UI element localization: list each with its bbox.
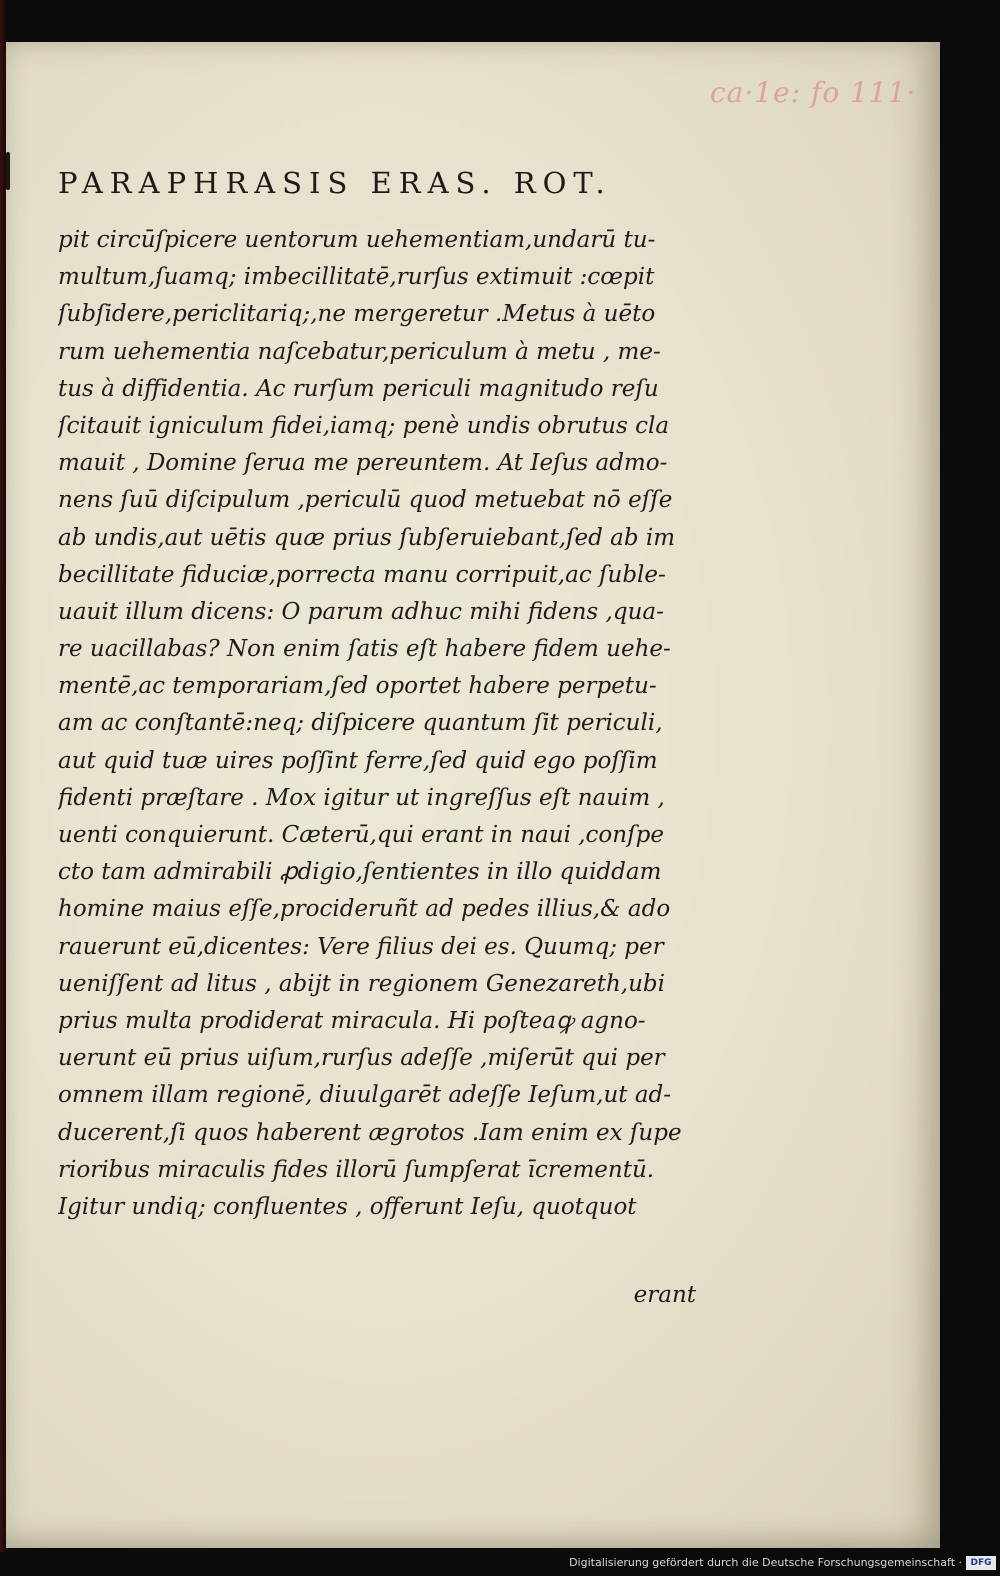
text-line: homine maius eſſe,procideruñt ad pedes illius,& ado bbox=[58, 896, 671, 923]
text-line: uauit illum dicens: O parum adhuc mihi fidens ,qua- bbox=[58, 598, 664, 625]
text-line: prius multa prodiderat miracula. Hi poſteaꝙ agno- bbox=[58, 1007, 646, 1034]
margin-mark bbox=[6, 152, 10, 190]
text-line: multum,ſuamq; imbecillitatē,rurſus extimuit :cœpit bbox=[58, 264, 655, 291]
running-head: PARAPHRASIS ERAS. ROT. bbox=[58, 166, 612, 200]
text-line: rauerunt eū,dicentes: Vere filius dei es. Quumq; per bbox=[58, 933, 664, 960]
text-line: ab undis,aut uētis quæ prius ſubſeruiebant,ſed ab im bbox=[58, 524, 676, 551]
text-line: Igitur undiq; confluentes , offerunt Ieſu, quotquot bbox=[58, 1193, 637, 1220]
text-line: uerunt eū prius uiſum,rurſus adeſſe ,miſerūt qui per bbox=[58, 1045, 665, 1072]
text-line: ſcitauit igniculum fidei,iamq; penè undis obrutus cla bbox=[58, 412, 670, 439]
text-line: tus à diffidentia. Ac rurſum periculi magnitudo reſu bbox=[58, 375, 659, 402]
folio-annotation: ca·1e: fo 111· bbox=[710, 76, 917, 109]
text-line: fidenti præſtare . Mox igitur ut ingreſſus eſt nauim , bbox=[58, 784, 665, 811]
text-line: rioribus miraculis fides illorū ſumpſerat īcrementū. bbox=[58, 1156, 655, 1183]
text-line: mauit , Domine ſerua me pereuntem. At Ieſus admo- bbox=[58, 450, 668, 477]
dfg-logo: DFG bbox=[966, 1556, 996, 1570]
text-line: cto tam admirabili ꝓdigio,ſentientes in illo quiddam bbox=[58, 859, 662, 886]
text-line: omnem illam regionē, diuulgarēt adeſſe Ieſum,ut ad- bbox=[58, 1082, 672, 1109]
text-line: uenti conquierunt. Cæterū,qui erant in naui ,conſpe bbox=[58, 822, 664, 848]
text-line: pit circūſpicere uentorum uehementiam,undarū tu- bbox=[58, 227, 656, 253]
funding-credit: Digitalisierung gefördert durch die Deutsche Forschungsgemeinschaft · bbox=[569, 1556, 962, 1569]
text-line: becillitate fiduciæ,porrecta manu corripuit,ac ſuble- bbox=[58, 561, 666, 588]
text-line: aut quid tuæ uires poſſint ferre,ſed quid ego poſſim bbox=[58, 747, 658, 774]
text-line: ueniſſent ad litus , abijt in regionem Genezareth,ubi bbox=[58, 970, 665, 997]
footer-bar bbox=[0, 1552, 1000, 1576]
body-text bbox=[58, 222, 698, 1226]
text-line: nens ſuū diſcipulum ,periculū quod metuebat nō eſſe bbox=[58, 487, 673, 514]
book-page bbox=[6, 42, 940, 1548]
text-line: mentē,ac temporariam,ſed oportet habere perpetu- bbox=[58, 673, 657, 700]
text-line: re uacillabas? Non enim ſatis eſt habere fidem uehe- bbox=[58, 636, 671, 663]
text-line: ducerent,ſi quos haberent ægrotos .Iam enim ex ſupe bbox=[58, 1119, 682, 1146]
text-line: ſubſidere,periclitariq;,ne mergeretur .Metus à uēto bbox=[58, 301, 656, 328]
text-line: rum uehementia naſcebatur,periculum à metu , me- bbox=[58, 338, 661, 365]
catchword: erant bbox=[633, 1282, 696, 1308]
text-line: am ac conſtantē:neq; diſpicere quantum ſit periculi, bbox=[58, 710, 663, 737]
